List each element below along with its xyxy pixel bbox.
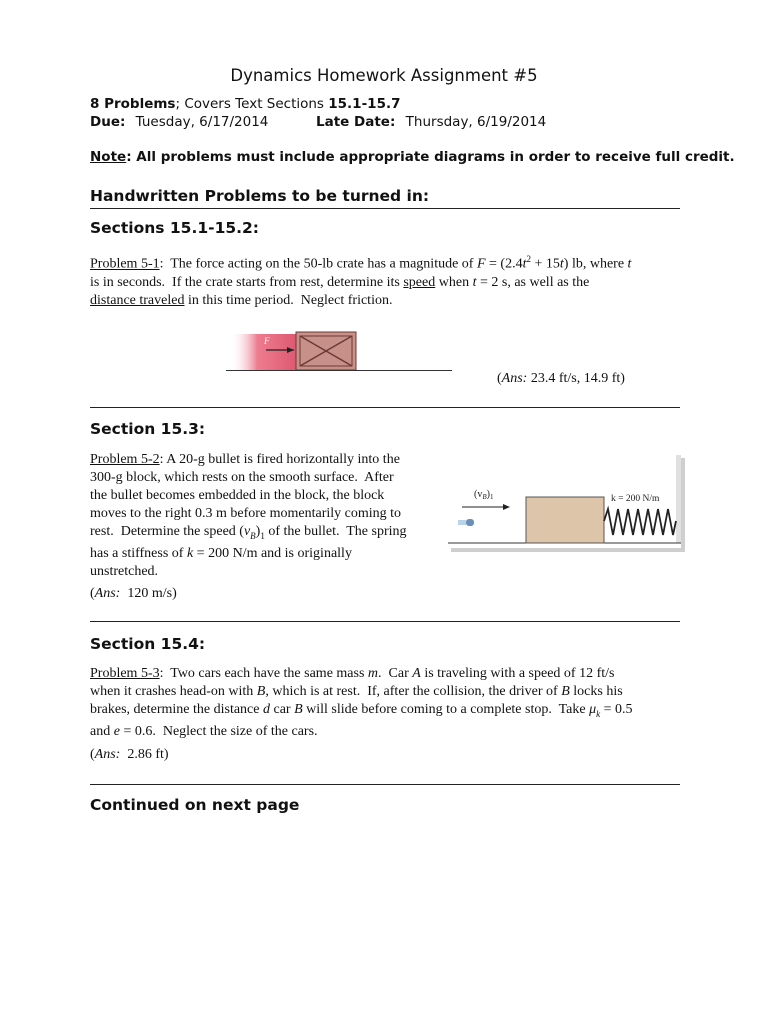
force-label: F <box>264 336 270 346</box>
page-title: Dynamics Homework Assignment #5 <box>230 66 538 85</box>
answer-5-1-value: 23.4 ft/s, 14.9 ft <box>530 371 621 386</box>
answer-5-3-value: 2.86 ft <box>127 747 164 762</box>
problems-count: 8 Problems <box>90 96 176 112</box>
spring-stiffness-label: k = 200 N/m <box>611 494 660 504</box>
problem-5-2-label: Problem 5-2 <box>90 452 160 467</box>
problem-5-1-text: Problem 5-1: The force acting on the 50-lb crate has a magnitude of $F = (2.4t^2 + 15t)$ lb, where t is in seconds. If the crate starts from rest, determine its speed when t = 2 s, as well as the distance traveled in this time period. Neglect friction. <box>90 254 632 308</box>
ans-label: Ans: <box>501 371 528 386</box>
divider <box>90 407 680 408</box>
figure-shadow <box>681 458 685 552</box>
ans-label: Ans: <box>94 586 121 601</box>
figure-shadow <box>451 548 685 552</box>
section-heading-15-1: Sections 15.1-15.2: <box>90 219 260 237</box>
divider <box>90 621 680 622</box>
note-label: Note <box>90 149 127 165</box>
divider <box>90 208 680 209</box>
problem-5-2-text: Problem 5-2: A 20-g bullet is fired horizontally into the 300-g block, which rests on the smooth surface. After the bullet becomes embedded in the block, the block moves to the right 0.3 m before momentarily coming to rest. Determine the speed $(v_B)_1$ of the bullet. The spring has a stiffness of k = 200 N/m and is originally unstretched. <box>90 452 407 579</box>
section-heading-15-3: Section 15.3: <box>90 420 206 438</box>
problem-5-3-text: Problem 5-3: Two cars each have the same mass m. Car A is traveling with a speed of 12 ft/s when it crashes head-on with B, which is at rest. If, after the collision, the driver of B locks his brakes, determine the distance d car B will slide before coming to a complete stop. Take $\mu_k = 0.5$ and e = 0.6. Neglect the size of the cars. <box>90 666 633 739</box>
bullet <box>466 519 474 526</box>
problem-5-3-label: Problem 5-3 <box>90 666 160 681</box>
note-text: : All problems must include appropriate diagrams in order to receive full credit. <box>126 149 735 165</box>
covers-sections: 15.1-15.7 <box>328 96 401 112</box>
crate-figure <box>226 326 458 376</box>
wall <box>676 455 681 543</box>
divider <box>90 784 680 785</box>
spring-block-figure <box>448 455 688 555</box>
velocity-label: $(v_B)_1$ <box>474 489 494 501</box>
due-line <box>90 114 268 130</box>
answer-5-2-value: 120 m/s <box>127 586 173 601</box>
answer-5-1: (Ans: 23.4 ft/s, 14.9 ft) <box>497 371 625 386</box>
ans-label: Ans: <box>94 747 121 762</box>
continued-note: Continued on next page <box>90 796 300 814</box>
section-heading-15-4: Section 15.4: <box>90 635 206 653</box>
answer-5-3: (Ans: 2.86 ft) <box>90 747 169 762</box>
block <box>526 497 604 543</box>
problem-5-1-label: Problem 5-1 <box>90 256 160 272</box>
problems-summary <box>90 96 401 112</box>
bullet-trail <box>458 520 466 525</box>
note <box>90 149 735 165</box>
due-date: Tuesday, 6/17/2014 <box>135 114 269 130</box>
late-date-label: Late Date: <box>316 114 396 130</box>
handwritten-heading: Handwritten Problems to be turned in: <box>90 187 430 205</box>
late-date: Thursday, 6/19/2014 <box>405 114 547 130</box>
late-line <box>316 114 546 130</box>
due-label: Due: <box>90 114 126 130</box>
answer-5-2: (Ans: 120 m/s) <box>90 586 177 601</box>
covers-label: ; Covers Text Sections <box>175 96 329 112</box>
